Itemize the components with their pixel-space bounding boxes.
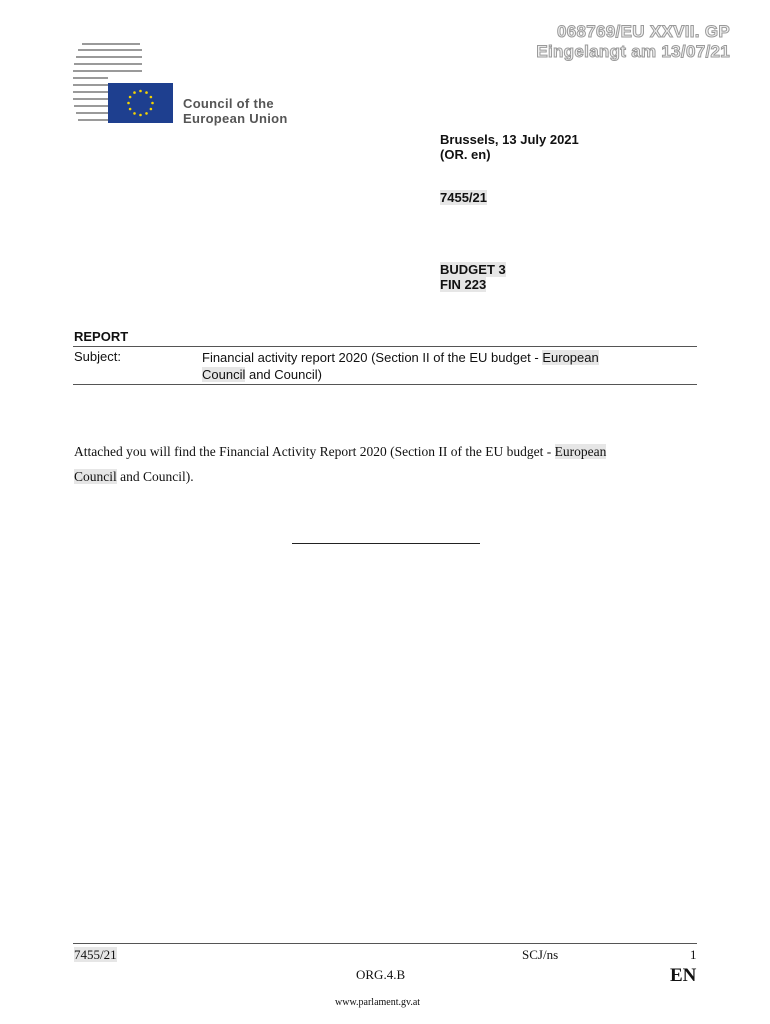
original-language: (OR. en) (440, 147, 491, 162)
subject-highlight-1: European (542, 350, 599, 365)
organization-name (183, 96, 288, 126)
footer-language: EN (670, 965, 697, 986)
document-date: Brussels, 13 July 2021 (440, 132, 579, 147)
report-title: REPORT (74, 329, 129, 344)
file-code-1 (440, 262, 506, 277)
flag-star (150, 96, 153, 99)
body-part-1: Attached you will find the Financial Activity Report 2020 (Section II of the EU budget - (74, 444, 555, 459)
flag-star (139, 114, 142, 117)
flag-star (145, 91, 148, 94)
subject-bottom-rule (73, 384, 697, 385)
flag-star (129, 96, 132, 99)
file-code-2 (440, 277, 486, 292)
subject-part-2: and Council) (245, 367, 322, 382)
flag-star (129, 108, 132, 111)
council-eu-flag-icon (72, 40, 182, 128)
document-number-value: 7455/21 (440, 190, 487, 205)
flag-star (133, 112, 136, 115)
footer-rule (73, 943, 697, 944)
footer-initials: SCJ/ns (522, 947, 559, 962)
stamp-line-1: 068769/EU XXVII. GP (557, 22, 730, 41)
body-highlight-2: Council (74, 469, 117, 484)
flag-star (133, 91, 136, 94)
body-paragraph (74, 439, 694, 489)
org-name-line-1: Council of the (183, 96, 274, 111)
subject-text (202, 349, 682, 383)
flag-star (139, 90, 142, 93)
receipt-stamp (536, 22, 730, 62)
file-code-1-value: BUDGET 3 (440, 262, 506, 277)
body-part-2: and Council). (116, 469, 194, 484)
org-name-line-2: European Union (183, 111, 288, 126)
document-number (440, 190, 487, 205)
flag-star (127, 102, 130, 105)
footer-doc-ref-value: 7455/21 (74, 947, 117, 962)
end-of-document-rule (292, 543, 480, 544)
body-highlight-1: European (554, 444, 607, 459)
file-code-2-value: FIN 223 (440, 277, 487, 292)
footer-page-number: 1 (690, 947, 697, 962)
footer-url: www.parlament.gv.at (335, 997, 421, 1008)
footer-department: ORG.4.B (356, 967, 406, 982)
footer-document-ref (74, 947, 117, 963)
subject-part-1: Financial activity report 2020 (Section II of the EU budget - (202, 350, 543, 365)
flag-star (150, 108, 153, 111)
subject-top-rule (73, 346, 697, 347)
subject-highlight-2: Council (202, 367, 246, 382)
subject-label: Subject: (74, 349, 121, 364)
flag-star (145, 112, 148, 115)
flag-star (151, 102, 154, 105)
stamp-line-2: Eingelangt am 13/07/21 (536, 42, 730, 61)
